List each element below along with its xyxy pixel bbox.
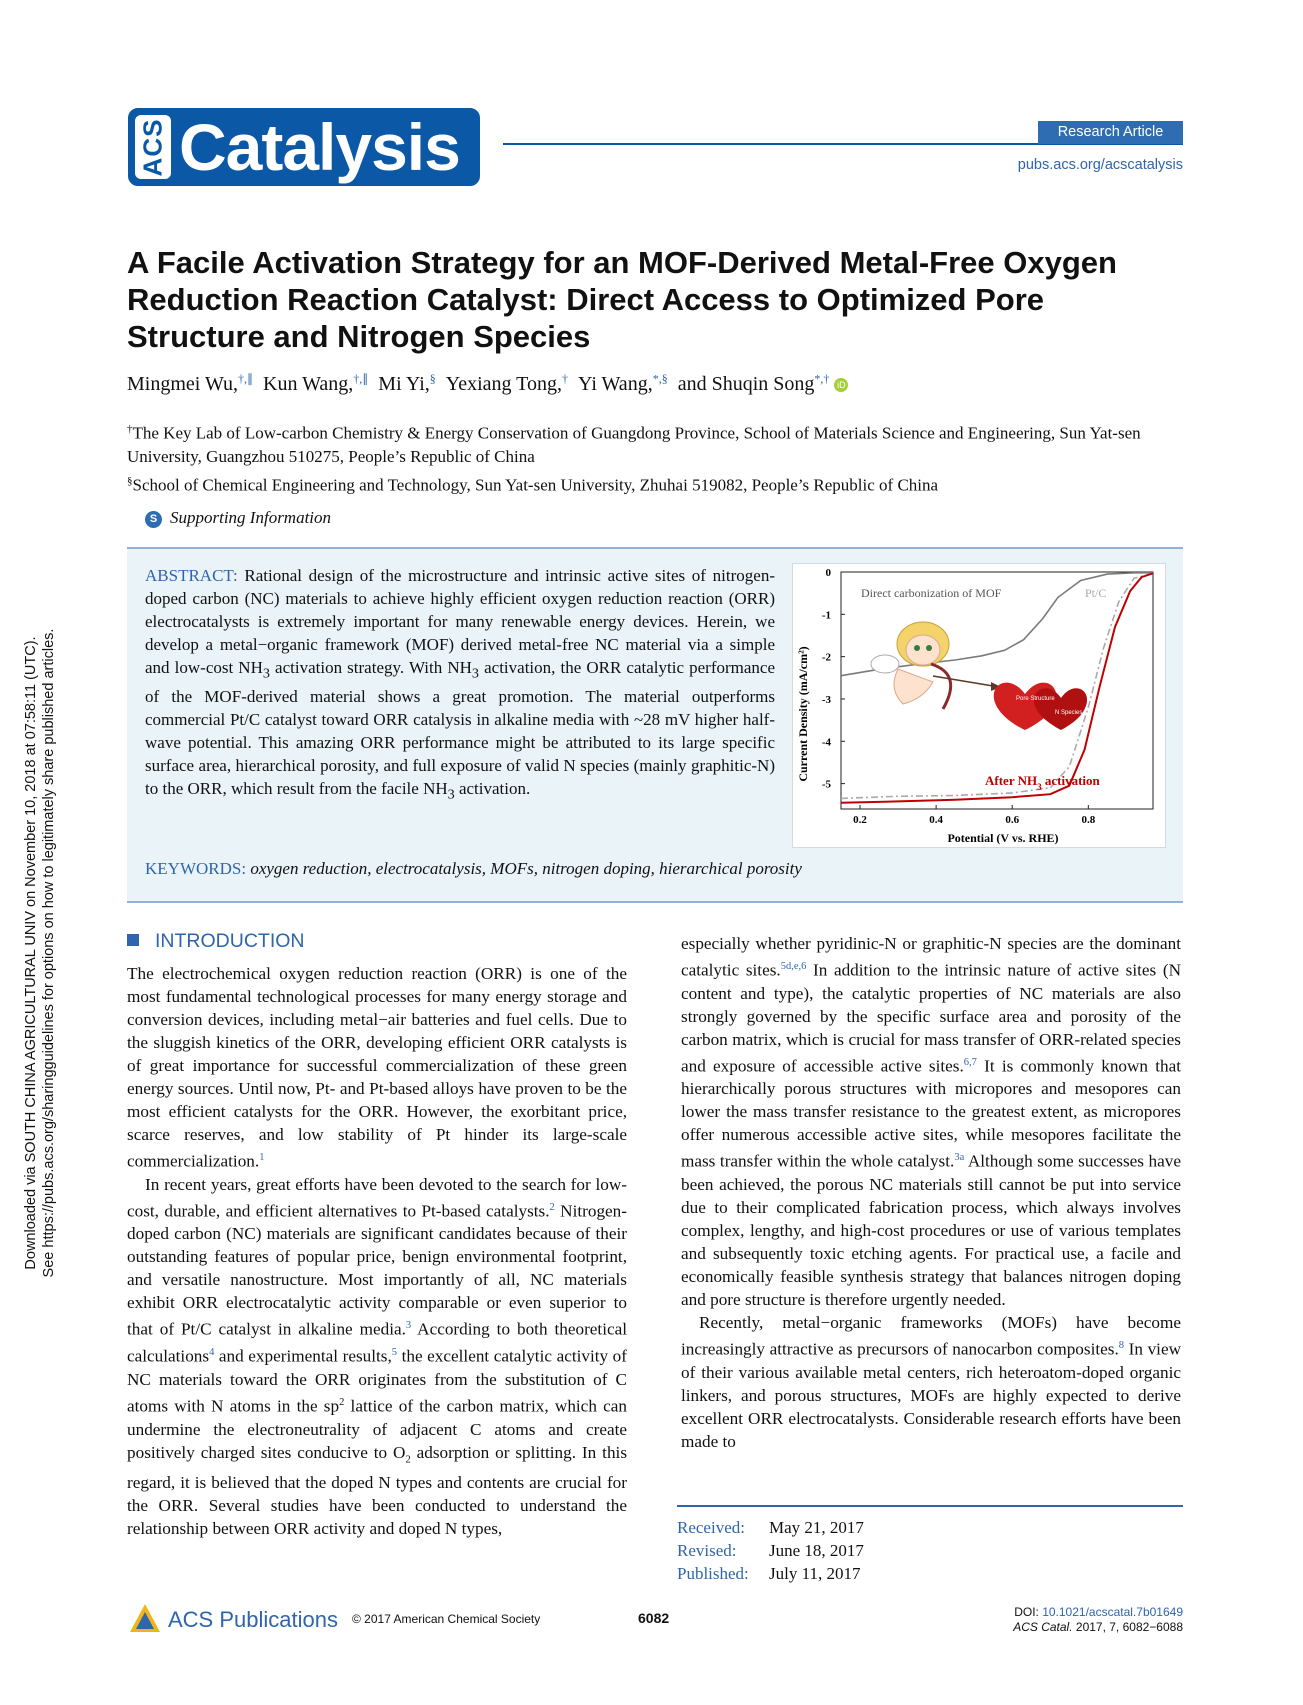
- y-tick-label: -2: [821, 651, 831, 664]
- journal-url-link[interactable]: pubs.acs.org/acscatalysis: [1017, 157, 1183, 173]
- supporting-information-link[interactable]: S Supporting Information: [145, 508, 331, 528]
- acs-emblem-icon: [128, 1602, 162, 1636]
- abstract-label: ABSTRACT:: [145, 566, 238, 585]
- ptc-curve-label: Pt/C: [1085, 586, 1107, 600]
- author[interactable]: Mingmei Wu,†,∥: [127, 371, 254, 395]
- author[interactable]: Mi Yi,§: [378, 371, 436, 395]
- keywords-text: oxygen reduction, electrocatalysis, MOFs, nitrogen doping, hierarchical porosity: [250, 859, 802, 878]
- y-tick-label: 0: [825, 567, 831, 579]
- affiliation-2: §School of Chemical Engineering and Technology, Sun Yat-sen University, Zhuhai 519082, People’s Republic of China: [127, 475, 939, 495]
- date-published: Published: July 11, 2017: [677, 1564, 861, 1583]
- date-revised: Revised: June 18, 2017: [677, 1541, 864, 1560]
- citation-link[interactable]: 4: [209, 1347, 215, 1359]
- doi-link[interactable]: 10.1021/acscatal.7b01649: [1042, 1605, 1183, 1619]
- page-number: 6082: [638, 1610, 670, 1626]
- paragraph: In recent years, great efforts have been devoted to the search for low-cost, durable, and efficient alternatives to Pt-based catalysts.$^2$ Nitrogen-doped carbon (NC) materials are significant candidates because of their outstanding features of popular price, benign environmental footprint, and versatile nanostructure. Most importantly of all, NC materials exhibit ORR electrocatalytic activity comparable or even superior to that of Pt/C catalyst in alkaline media.$^3$ According to both theoretical calculations$^4$ and experimental results,$^5$ the excellent catalytic activity of NC materials toward the ORR originates from the substitution of C atoms with N atoms in the $sp^2$ lattice of the carbon matrix, which can undermine the electroneutrality of adjacent C atoms and create positively charged sites conducive to $O_2$ adsorption or splitting. In this regard, it is believed that the doped N types and contents are crucial for the ORR. Several studies have been conducted to understand the relationship between ORR activity and doped N types,: [127, 1174, 628, 1539]
- author[interactable]: and Shuqin Song*,†: [677, 371, 830, 395]
- x-axis-label: Potential (V vs. RHE): [947, 831, 1059, 845]
- keywords: [145, 859, 1165, 879]
- download-note-line1: Downloaded via SOUTH CHINA AGRICULTURAL UNIV on November 10, 2018 at 07:58:11 (UTC).: [23, 636, 39, 1270]
- toc-graphic: [792, 563, 1166, 848]
- supporting-info-icon: S: [145, 511, 162, 528]
- affiliation-1: †The Key Lab of Low-carbon Chemistry & Energy Conservation of Guangdong Province, School of Materials Science and Engineering, Sun Yat-sen University, Guangzhou 510275, People’s Republic of China: [127, 423, 1141, 466]
- x-tick-label: 0.6: [1005, 814, 1020, 826]
- toc-chart: [793, 564, 1165, 847]
- journal-name: Catalysis: [179, 110, 460, 184]
- acs-publications-logo[interactable]: ACS Publications: [128, 1602, 338, 1636]
- mof-curve-label: Direct carbonization of MOF: [861, 586, 1002, 600]
- paragraph: The electrochemical oxygen reduction reaction (ORR) is one of the most fundamental technological processes for many energy storage and conversion devices, including metal−air batteries and fuel cells. Due to the sluggish kinetics of the ORR, developing efficient ORR catalysts is of great importance for successful commercialization of these green energy sources. Until now, Pt- and Pt-based alloys have proven to be the most efficient catalysts for the ORR. However, the exorbitant price, scarce reserves, and low stability of Pt hinder its large-scale commercialization.$^1$: [127, 964, 627, 1171]
- cupid-illustration: [871, 622, 1001, 709]
- doi: DOI: 10.1021/acscatal.7b01649: [1014, 1605, 1183, 1619]
- orcid-icon[interactable]: iD: [834, 378, 848, 392]
- citation-link[interactable]: 2: [549, 1201, 555, 1213]
- citation: ACS Catal. 2017, 7, 6082−6088: [1013, 1620, 1183, 1634]
- y-tick-label: -3: [821, 693, 831, 706]
- nh3-curve-label: After $NH_3$ activation: [985, 773, 1100, 792]
- y-tick-label: -5: [821, 778, 831, 791]
- x-tick-label: 0.8: [1081, 814, 1096, 826]
- section-heading-introduction: INTRODUCTION: [127, 930, 305, 953]
- citation-link[interactable]: 5: [391, 1347, 398, 1359]
- author[interactable]: Yexiang Tong,†: [445, 371, 568, 395]
- y-tick-label: -1: [821, 609, 831, 622]
- left-column: [127, 962, 627, 1540]
- abstract: ABSTRACT: Rational design of the microstructure and intrinsic active sites of nitrogen-doped carbon (NC) materials to achieve highly efficient oxygen reduction reaction (ORR) electrocatalysts is extremely important for many renewable energy devices. Herein, we develop a metal−organic framework (MOF) derived metal-free NC material via a simple and low-cost $NH_3$ activation strategy. With $NH_3$ activation, the ORR catalytic performance of the MOF-derived material shows a great promotion. The material outperforms commercial Pt/C catalyst toward ORR catalysis in alkaline media with ~28 mV higher half-wave potential. This amazing ORR performance might be attributed to its large specific surface area, hierarchical porosity, and full exposure of valid N species (mainly graphitic-N) to the ORR, which result from the facile $NH_3$ activation.: [145, 566, 775, 803]
- article-type-badge: Research Article: [1038, 121, 1183, 144]
- hearts-illustration: [994, 683, 1087, 730]
- citation-link[interactable]: 8: [1118, 1340, 1124, 1352]
- right-column: [681, 932, 1181, 1453]
- x-tick-label: 0.4: [929, 814, 943, 826]
- download-note: [22, 213, 58, 1693]
- download-note-line2: See https://pubs.acs.org/sharingguidelines for options on how to legitimately share published articles.: [41, 628, 57, 1278]
- paragraph: Recently, metal−organic frameworks (MOFs) have become increasingly attractive as precursors of nanocarbon composites.$^8$ In view of their various available metal centers, rich heteroatom-doped organic linkers, and porous structures, MOFs are highly expected to derive excellent ORR electrocatalysts. Considerable research efforts have been made to: [681, 1313, 1181, 1451]
- species-label: N Species: [1055, 710, 1083, 716]
- date-received: Received: May 21, 2017: [677, 1518, 864, 1537]
- y-tick-label: -4: [821, 736, 831, 749]
- pore-label: Pore Structure: [1016, 696, 1055, 702]
- acs-logo-mark: ACS: [135, 115, 171, 179]
- author[interactable]: Yi Wang,*,§: [578, 371, 668, 395]
- citation-link[interactable]: 5d,e,6: [780, 961, 807, 972]
- article-dates: [677, 1516, 864, 1585]
- journal-logo[interactable]: [128, 108, 480, 186]
- paragraph: especially whether pyridinic-N or graphitic-N species are the dominant catalytic sites.$^{5d,e,6}$ In addition to the intrinsic nature of active sites (N content and type), the catalytic properties of NC materials are also strongly governed by the specific surface area and porosity of the carbon matrix, which is crucial for mass transfer of ORR-related species and exposure of accessible active sites.$^{6,7}$ It is commonly known that hierarchically porous structures with micropores and mesopores can lower the mass transfer resistance to the greatest extent, as micropores offer numerous accessible active sites, while mesopores facilitate the mass transfer within the whole catalyst.$^{3a}$ Although some successes have been achieved, the porous NC materials still cannot be put into service due to their complicated fabrication process, which always involves complex, lengthy, and high-cost procedures or use of various templates and subsequently toxic etching agents. For practical use, a facile and economically feasible synthesis strategy that balances nitrogen doping and pore structure is therefore urgently needed.: [681, 934, 1181, 1310]
- copyright: © 2017 American Chemical Society: [352, 1612, 541, 1626]
- keywords-label: KEYWORDS:: [145, 859, 247, 878]
- x-tick-label: 0.2: [853, 814, 867, 826]
- citation-link[interactable]: 1: [259, 1152, 265, 1163]
- author-list: [127, 371, 1187, 396]
- dates-rule: [677, 1505, 1183, 1507]
- citation-link[interactable]: 3a: [954, 1152, 965, 1164]
- author[interactable]: Kun Wang,†,∥: [263, 371, 369, 395]
- y-axis-label: Current Density (mA/cm²): [796, 646, 810, 782]
- article-title: A Facile Activation Strategy for an MOF-Derived Metal-Free Oxygen Reduction Reaction Catalyst: Direct Access to Optimized Pore Structure and Nitrogen Species: [127, 245, 1117, 354]
- citation-link[interactable]: 3: [405, 1320, 412, 1332]
- citation-link[interactable]: 6,7: [963, 1056, 977, 1068]
- heading-marker: [127, 934, 139, 946]
